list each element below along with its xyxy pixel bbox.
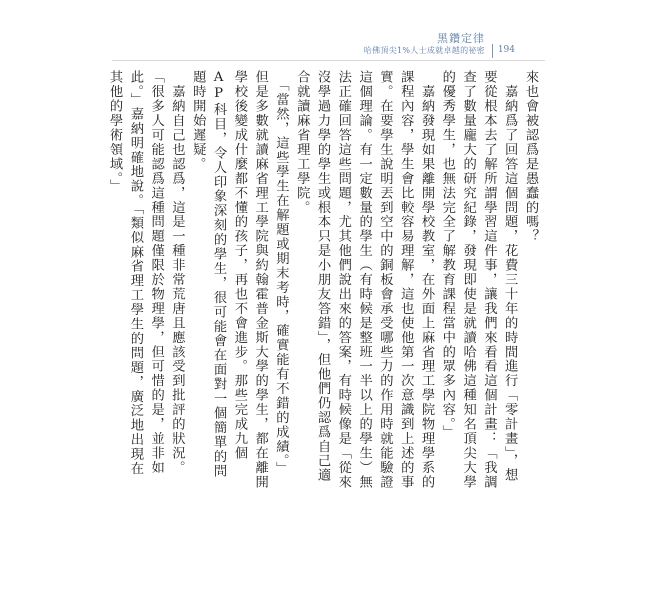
paragraph: 嘉納爲了回答這個問題，花費三十年的時間進行「零計畫」，想要從根本去了解所謂學習這件事，讓我們來看看這個計畫：「我調查了數量龐大的研究紀錄，發現即使是就讀哈佛這種知名頂尖大學的優秀學生，也無法完全了解教育課程當中的眾多內容。」 <box>439 70 518 490</box>
page-number: 194 <box>497 45 515 55</box>
book-subtitle: 哈佛頂尖1%人士成就卓越的祕密 <box>363 46 485 55</box>
book-title: 黑鑽定律 <box>437 32 485 45</box>
paragraph: 「當然，這些學生在解題或期末考時，確實能有不錯的成績。」但是多數就讀麻省理工學院與約翰霍普金斯大學的學生，都在離開學校後變成什麼都不懂的孩子，再也不會進步。那些完成九個AP科目，令人印象深刻的學生，很可能會在面對一個簡單的問題時開始遲疑。 <box>190 70 289 490</box>
paragraph: 嘉納發現如果離開學校教室，在外面上麻省理工學院物理學系的課程內容，學生會比較容易理解，這也使他第一次意識到上述的事實。在要學生說明丟到空中的銅板會承受哪些力的作用時就能驗證這個理論。有一定數量的學生（有時候是整班一半以上的學生）無法正確回答這些問題，尤其他們說出來的答案，有時候像是「從來沒學過力學的學生或根本只是小朋友答錯」，但他們仍認爲自己適合就讀麻省理工學院。 <box>294 70 435 490</box>
paragraph: 嘉納自己也認爲，這是一種非常荒唐且應該受到批評的狀況。「很多人可能認爲這種問題僅限於物理學，但可惜的是，並非如此。」嘉納明確地說。「類似麻省理工學生的問題，廣泛地出現在其他的學術領域。」 <box>107 70 185 476</box>
vertical-body-text <box>107 70 540 490</box>
paragraph: 來也會被認爲是愚蠢的嗎？ <box>523 70 538 244</box>
header-divider <box>492 44 493 58</box>
header-rule <box>112 60 545 61</box>
running-header <box>300 30 545 64</box>
